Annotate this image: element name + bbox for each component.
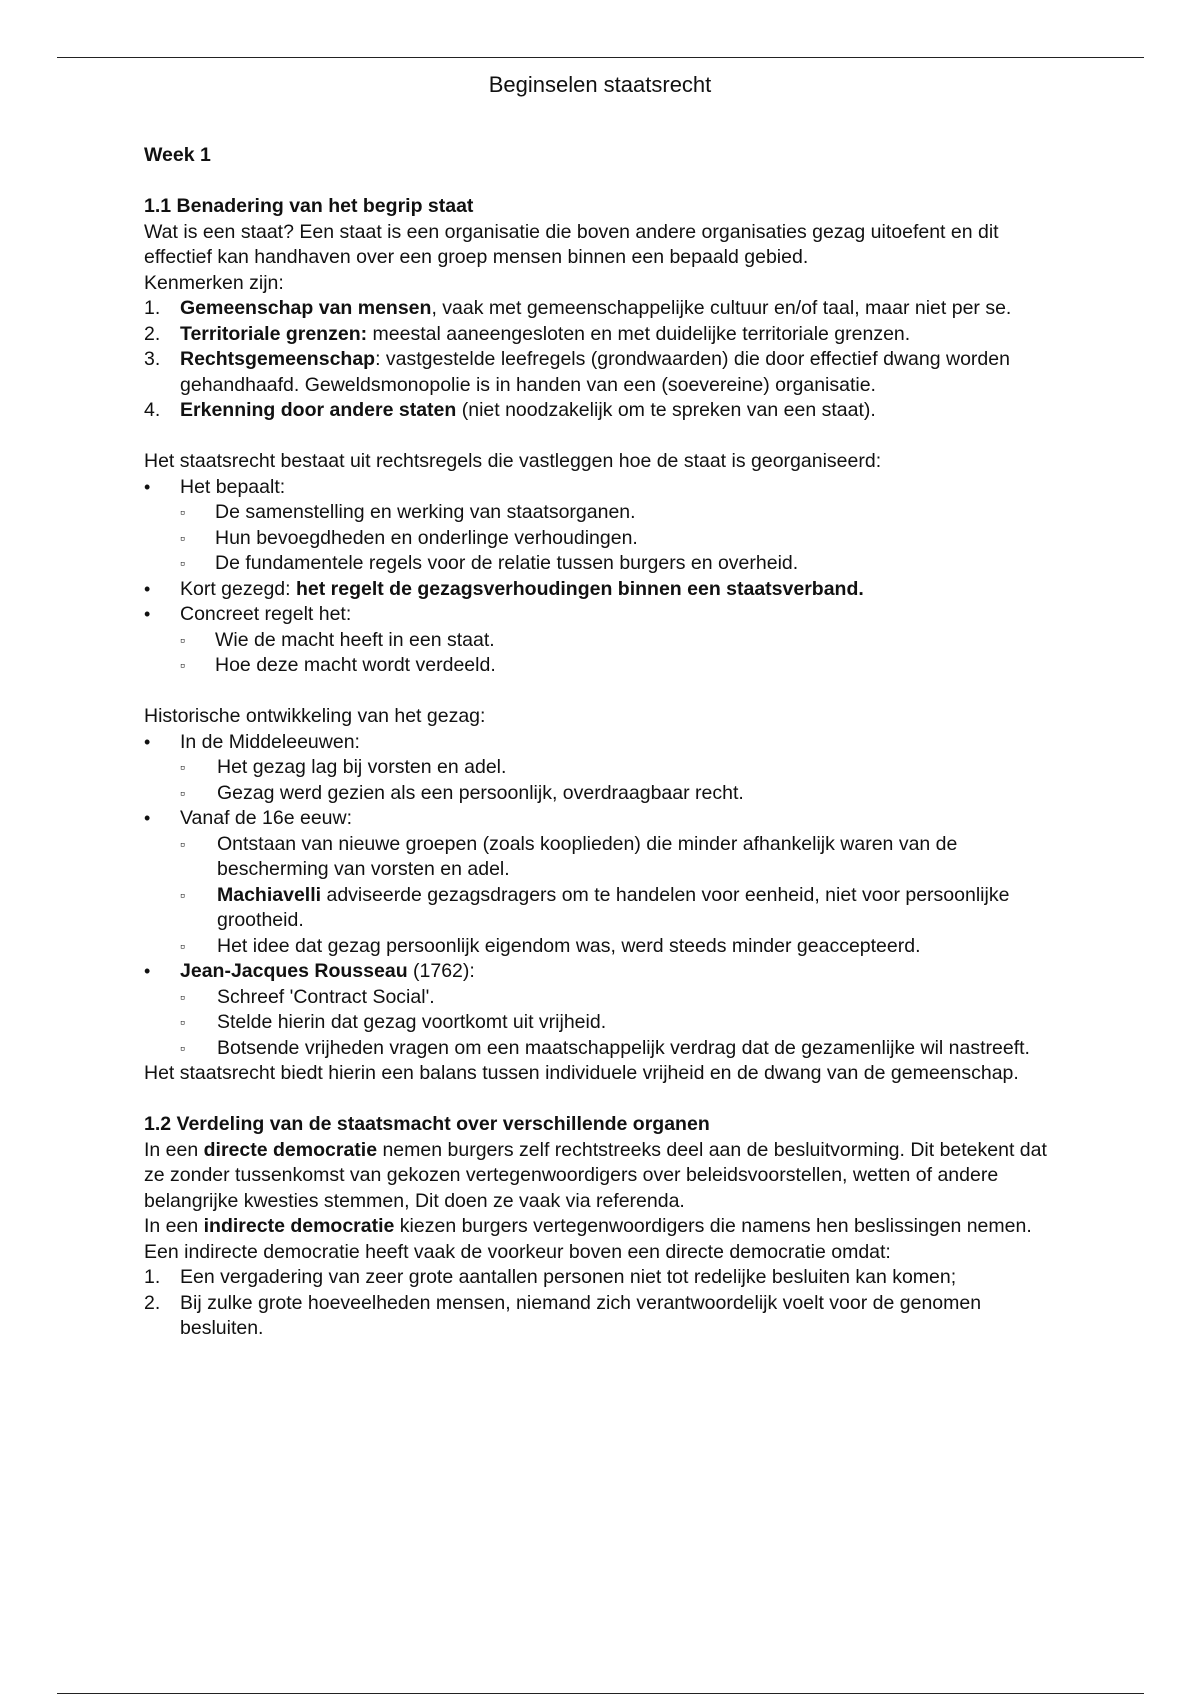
- historisch-label: Historische ontwikkeling van het gezag:: [144, 705, 486, 727]
- staatsrecht-intro: Het staatsrecht bestaat uit rechtsregels die vastleggen hoe de staat is georganiseerd:: [144, 450, 882, 472]
- staatsrecht-list: [144, 475, 1064, 679]
- square-bullet-icon: ▫: [180, 1014, 185, 1030]
- square-bullet-icon: ▫: [180, 529, 185, 546]
- square-bullet-icon: ▫: [180, 1039, 185, 1056]
- bullet-icon: •: [144, 961, 151, 981]
- list-item: • Kort gezegd: het regelt de gezagsverhoudingen binnen een staatsverband.: [144, 577, 1064, 603]
- sub-list-item: ▫ Wie de macht heeft in een staat.: [144, 628, 1064, 654]
- balans-paragraph: Het staatsrecht biedt hierin een balans tussen individuele vrijheid en de dwang van de gemeenschap.: [144, 1062, 1019, 1084]
- square-bullet-icon: ▫: [180, 657, 185, 673]
- staat-definition: Wat is een staat? Een staat is een organisatie die boven andere organisaties gezag uitoefent en dit effectief kan handhaven over een groep mensen binnen een bepaald gebied.: [144, 220, 999, 268]
- footer-rule: [57, 1693, 1144, 1694]
- list-item: • Concreet regelt het:: [144, 602, 1064, 628]
- square-bullet-icon: ▫: [180, 937, 185, 954]
- list-item: • Jean-Jacques Rousseau (1762):: [144, 959, 1064, 985]
- list-item: • Het bepaalt:: [144, 475, 1064, 501]
- bullet-icon: •: [144, 604, 151, 624]
- square-bullet-icon: ▫: [180, 555, 185, 571]
- list-item: 4. Erkenning door andere staten (niet noodzakelijk om te spreken van een staat).: [144, 399, 876, 421]
- square-bullet-icon: ▫: [180, 988, 185, 1005]
- list-item: 1. Een vergadering van zeer grote aantallen personen niet tot redelijke besluiten kan komen;: [144, 1266, 957, 1288]
- list-item: 3. Rechtsgemeenschap: vastgestelde leefregels (grondwaarden) die door effectief dwang worden gehandhaafd. Geweldsmonopolie is in handen van een (soevereine) organisatie.: [144, 348, 1010, 396]
- sub-list-item: ▫ Schreef 'Contract Social'.: [144, 985, 1064, 1011]
- list-item: 1. Gemeenschap van mensen, vaak met gemeenschappelijke cultuur en/of taal, maar niet per se.: [144, 297, 1012, 319]
- directe-democratie-paragraph: In een directe democratie nemen burgers zelf rechtstreeks deel aan de besluitvorming. Dit betekent dat ze zonder tussenkomst van gekozen vertegenwoordigers over beleidsvoorstellen, wetten of andere belangrijke kwesties stemmen, Dit doen ze vaak via referenda.: [144, 1138, 1047, 1212]
- bullet-icon: •: [144, 578, 151, 599]
- list-item: • In de Middeleeuwen:: [144, 730, 1064, 756]
- document-body: [144, 143, 1064, 1342]
- indirecte-democratie-paragraph: In een indirecte democratie kiezen burgers vertegenwoordigers die namens hen beslissingen nemen. Een indirecte democratie heeft vaak de voorkeur boven een directe democratie omdat:: [144, 1215, 1032, 1263]
- sub-list-item: ▫ Botsende vrijheden vragen om een maatschappelijk verdrag dat de gezamenlijke wil nastreeft.: [144, 1036, 1064, 1062]
- list-item: 2. Territoriale grenzen: meestal aaneengesloten en met duidelijke territoriale grenzen.: [144, 322, 911, 345]
- square-bullet-icon: ▫: [180, 886, 185, 903]
- square-bullet-icon: ▫: [180, 631, 185, 648]
- sub-list-item: ▫ Ontstaan van nieuwe groepen (zoals kooplieden) die minder afhankelijk waren van de bescherming van vorsten en adel.: [180, 832, 958, 880]
- sub-list-item: ▫ Stelde hierin dat gezag voortkomt uit vrijheid.: [144, 1010, 1064, 1036]
- bullet-icon: •: [144, 808, 151, 828]
- square-bullet-icon: ▫: [180, 759, 185, 775]
- historisch-list: [144, 730, 1064, 1062]
- square-bullet-icon: ▫: [180, 784, 185, 801]
- page-title: Beginselen staatsrecht: [488, 72, 712, 97]
- sub-list-item: ▫ De fundamentele regels voor de relatie tussen burgers en overheid.: [144, 551, 1064, 577]
- section-1-heading: 1.1 Benadering van het begrip staat: [144, 195, 474, 217]
- sub-list-item: ▫ Het gezag lag bij vorsten en adel.: [144, 755, 1064, 781]
- bullet-icon: •: [144, 476, 151, 497]
- kenmerken-label: Kenmerken zijn:: [144, 271, 284, 294]
- list-item: 2. Bij zulke grote hoeveelheden mensen, niemand zich verantwoordelijk voelt voor de genomen besluiten.: [144, 1291, 982, 1339]
- header-rule: [57, 57, 1144, 58]
- bullet-icon: •: [144, 731, 151, 752]
- section-2-heading: 1.2 Verdeling van de staatsmacht over verschillende organen: [144, 1113, 710, 1135]
- sub-list-item: ▫ Hun bevoegdheden en onderlinge verhoudingen.: [144, 526, 1064, 552]
- sub-list-item: ▫ Hoe deze macht wordt verdeeld.: [144, 653, 1064, 679]
- week-heading: Week 1: [144, 144, 211, 166]
- list-item: • Vanaf de 16e eeuw:: [144, 806, 1064, 832]
- sub-list-item: ▫ De samenstelling en werking van staatsorganen.: [144, 500, 1064, 526]
- kenmerken-list: [144, 296, 1064, 424]
- sub-list-item: ▫ Gezag werd gezien als een persoonlijk, overdraagbaar recht.: [144, 781, 1064, 807]
- sub-list-item: ▫ Het idee dat gezag persoonlijk eigendom was, werd steeds minder geaccepteerd.: [144, 934, 1064, 960]
- square-bullet-icon: ▫: [180, 504, 185, 520]
- reasons-list: [144, 1265, 1064, 1342]
- sub-list-item: ▫ Machiavelli adviseerde gezagsdragers om te handelen voor eenheid, niet voor persoonlijke grootheid.: [180, 883, 1010, 931]
- square-bullet-icon: ▫: [180, 835, 185, 852]
